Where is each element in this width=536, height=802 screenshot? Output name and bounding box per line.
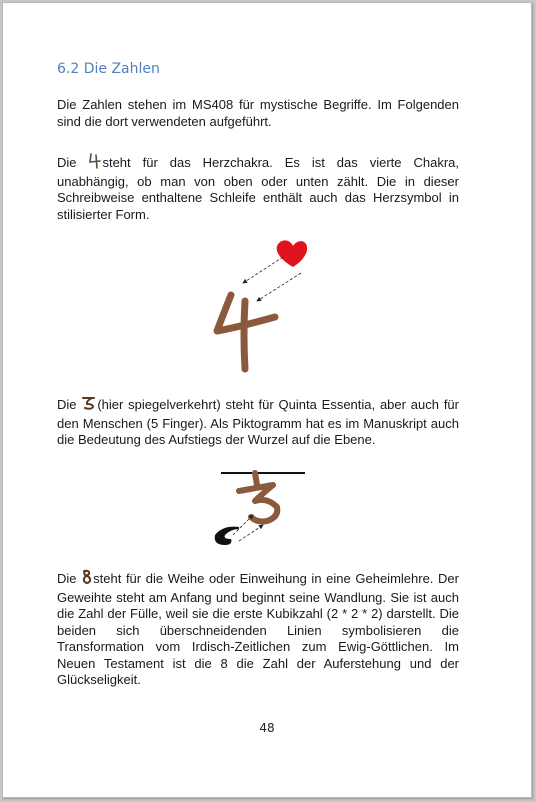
paragraph-five xyxy=(57,395,459,449)
paragraph-eight-text: steht für die Weihe oder Einweihung in eine Geheimlehre. Der Geweihte steht am Anfang und beginnt seine Wandlung. Sie ist auch die Zahl der Fülle, weil sie die erste Kubikzahl (2 * 2 * 2) darstellt. Die beiden sich überschneidenden Linien symbolisieren die Transformation vom Irdisch-Zeitlichen zum Ewig-Göttlichen. Im Neuen Testament ist die 8 die Zahl der Auferstehung und der Glückseligkeit. xyxy=(57,571,459,687)
four-glyph-icon xyxy=(88,153,102,174)
paragraph-eight xyxy=(57,569,459,689)
five-stroke-figure xyxy=(239,473,277,522)
section-heading: 6.2 Die Zahlen xyxy=(57,61,160,77)
paragraph-four-lead: Die xyxy=(57,155,89,170)
arrow-lower xyxy=(257,273,301,301)
paragraph-four xyxy=(57,153,459,223)
page-number: 48 xyxy=(259,721,275,735)
paragraph-five-lead: Die xyxy=(57,397,82,412)
arrow-root-lower xyxy=(239,525,263,541)
five-figure xyxy=(209,467,309,554)
eight-glyph-icon xyxy=(81,569,93,590)
heart-icon xyxy=(277,240,307,267)
paragraph-eight-lead: Die xyxy=(57,571,82,586)
five-glyph-icon xyxy=(81,395,97,416)
arrow-upper xyxy=(243,257,283,283)
document-page xyxy=(2,2,532,798)
paragraph-four-text: steht für das Herzchakra. Es ist das vierte Chakra, unabhängig, ob man von oben oder unten zählt. Die in dieser Schreibweise enthaltene Schleife enthält auch das Herzsymbol in stilisierter Form. xyxy=(57,155,459,222)
paragraph-five-text: (hier spiegelverkehrt) steht für Quinta Essentia, aber auch für den Menschen (5 Finger). Als Piktogramm hat es im Manuskript auch die Bedeutung des Aufstiegs der Wurzel auf die Ebene. xyxy=(57,397,459,447)
intro-paragraph: Die Zahlen stehen im MS408 für mystische Begriffe. Im Folgenden sind die dort verwendeten aufgeführt. xyxy=(57,97,459,129)
root-shape xyxy=(215,527,239,545)
four-stroke-figure xyxy=(217,295,275,369)
four-heart-figure xyxy=(209,235,309,380)
